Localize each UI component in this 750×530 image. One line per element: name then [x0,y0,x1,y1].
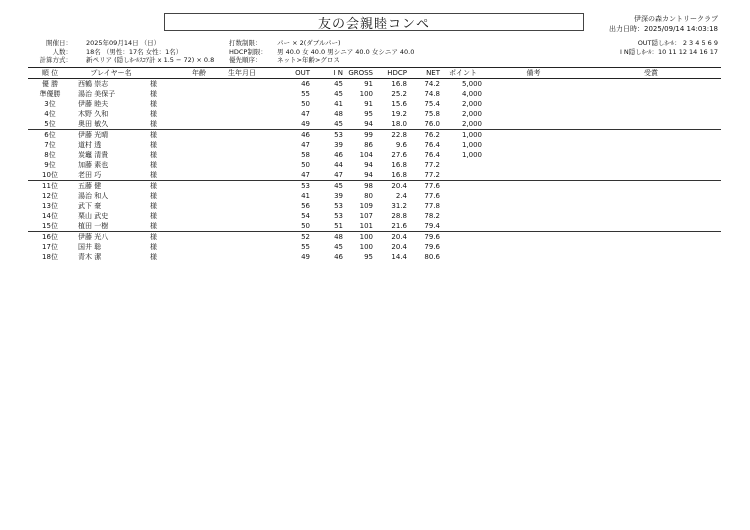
award-cell [581,221,721,232]
point-cell [440,232,486,243]
remarks-cell [486,109,581,119]
rank-cell: 9位 [44,161,56,169]
hdcp-cell: 20.4 [391,243,407,251]
player-name-cell: 伊藤 光八 [78,233,109,241]
info2-values [277,39,414,65]
point-cell [440,170,486,181]
report-title [164,13,584,31]
hdcp-cell: 20.4 [391,233,407,241]
remarks-cell [486,160,581,170]
point-cell: 2,000 [461,100,482,108]
point-cell: 4,000 [461,90,482,98]
rank-cell: 7位 [44,141,56,149]
age-cell [182,201,216,211]
report-title-text: 友の会親睦コンペ [317,16,430,32]
remarks-cell [486,232,581,243]
out-score-cell: 47 [301,110,310,118]
birthdate-cell [216,160,268,170]
remarks-cell [486,252,581,262]
player-name-cell: 植田 一樹 [72,221,150,232]
player-name-cell: 加藤 素也 [78,161,109,169]
gross-cell: 100 [359,233,373,241]
remarks-cell [486,191,581,201]
out-score-cell: 52 [301,233,310,241]
hdcp-cell: 16.8 [391,80,407,88]
age-cell [182,130,216,141]
birthdate-cell [216,119,268,130]
club-info [609,14,718,34]
out-score-cell: 55 [301,90,310,98]
in-score-cell: 53 [334,131,343,139]
table-row [28,242,721,252]
net-cell: 77.6 [424,182,440,190]
birthdate-cell [216,130,268,141]
player-name-cell: 武下 豪 [78,202,102,210]
point-cell: 5,000 [461,80,482,88]
age-cell [182,150,216,160]
table-row [28,89,721,99]
birthdate-cell [216,211,268,221]
in-score-cell: 53 [334,212,343,220]
net-cell: 76.0 [407,119,440,130]
remarks-cell [486,170,581,181]
rank-cell: 14位 [42,212,58,220]
gross-cell: 91 [364,80,373,88]
net-cell: 79.6 [424,233,440,241]
hdcp-cell: 2.4 [395,192,407,200]
gross-cell: 94 [343,119,373,130]
age-cell [182,242,216,252]
point-cell: 1,000 [461,151,482,159]
info2-label: HDCP制限： [229,47,267,56]
header-player: プレイヤー名 [72,68,150,79]
net-cell: 79.6 [424,243,440,251]
award-cell [581,211,721,221]
award-cell [581,160,721,170]
table-row [28,211,721,221]
gross-cell: 94 [343,170,373,181]
net-cell: 76.2 [424,131,440,139]
award-cell [581,99,721,109]
point-cell [440,160,486,170]
gross-cell: 107 [359,212,373,220]
hdcp-cell: 27.6 [391,151,407,159]
remarks-cell [486,79,581,90]
out-score-cell: 46 [301,80,310,88]
table-row [28,140,721,150]
gross-cell: 91 [364,100,373,108]
gross-cell: 109 [359,202,373,210]
net-cell: 74.8 [424,90,440,98]
remarks-cell [486,89,581,99]
hidden-holes [620,39,718,56]
net-cell: 77.6 [424,192,440,200]
table-row [28,79,721,90]
honorific-cell: 様 [150,233,157,241]
gross-cell: 101 [343,221,373,232]
birthdate-cell [216,191,268,201]
header-point: ポイント [440,68,486,79]
gross-cell: 94 [364,161,373,169]
net-cell: 79.4 [407,221,440,232]
age-cell [182,211,216,221]
out-score-cell: 46 [301,131,310,139]
player-name-cell: 湯治 美保子 [78,90,116,98]
priority-order: ネット>年齢>グロス [277,56,340,64]
player-name-cell: 湯治 和人 [78,192,109,200]
award-cell [581,109,721,119]
table-row [28,191,721,201]
out-score-cell: 50 [301,100,310,108]
remarks-cell [486,150,581,160]
award-cell [581,191,721,201]
in-hidden-holes: I N隠しﾎｰﾙ：10 11 12 14 16 17 [619,47,718,56]
gross-cell: 95 [364,253,373,261]
in-score-cell: 45 [334,243,343,251]
point-cell [440,242,486,252]
honorific-cell: 様 [150,100,157,108]
point-cell: 2,000 [461,110,482,118]
hdcp-cell: 25.2 [391,90,407,98]
net-cell: 74.2 [424,80,440,88]
birthdate-cell [216,242,268,252]
info-label: 人数： [52,47,72,56]
award-cell [581,252,721,262]
net-cell: 80.6 [424,253,440,261]
gross-cell: 100 [359,90,373,98]
rank-cell: 6位 [44,131,56,139]
award-cell [581,89,721,99]
table-row [28,99,721,109]
point-cell: 2,000 [440,119,486,130]
player-name-cell: 伊藤 睦夫 [78,100,109,108]
age-cell [182,99,216,109]
hdcp-cell: 16.8 [391,161,407,169]
out-score-cell: 50 [268,221,310,232]
in-score-cell: 48 [334,110,343,118]
info2-label: 打数制限： [229,39,262,47]
age-cell [182,170,216,181]
rank-cell: 11位 [42,182,58,190]
header-out: OUT [268,68,310,79]
info2-label: 優先順序： [229,56,262,64]
in-score-cell: 45 [334,80,343,88]
birthdate-cell [216,252,268,262]
calc-method: 新ペリア (隠しﾎｰﾙｽｺｱ計 x 1.5 − 72) × 0.8 [86,56,215,64]
net-cell: 76.4 [424,151,440,159]
award-cell [581,170,721,181]
award-cell [581,181,721,192]
table-row [28,109,721,119]
rank-cell: 17位 [42,243,58,251]
birthdate-cell [216,99,268,109]
honorific-cell: 様 [150,212,157,220]
birthdate-cell [216,221,268,232]
net-cell: 78.2 [424,212,440,220]
table-row [28,130,721,141]
gross-cell: 86 [364,141,373,149]
honorific-cell: 様 [150,161,157,169]
remarks-cell [486,221,581,232]
hdcp-cell: 18.0 [373,119,407,130]
in-score-cell: 39 [334,192,343,200]
net-cell: 75.8 [424,110,440,118]
hdcp-cell: 28.8 [391,212,407,220]
player-name-cell: 炭竈 清貴 [78,151,109,159]
header-net: NET [407,68,440,79]
player-name-cell: 西鶴 崇志 [78,80,109,88]
header-rank: 順 位 [28,68,72,79]
birthdate-cell [216,140,268,150]
remarks-cell [486,99,581,109]
out-score-cell: 49 [301,253,310,261]
table-row [28,119,721,130]
club-name: 伊深の森カントリークラブ [634,15,718,23]
remarks-cell [486,211,581,221]
event-date: 2025年09月14日 （日） [86,39,161,47]
award-cell [581,201,721,211]
table-row [28,252,721,262]
point-cell [440,252,486,262]
gross-cell: 80 [364,192,373,200]
honorific-cell: 様 [150,243,157,251]
honorific-cell: 様 [150,119,182,130]
player-name-cell: 伊藤 光晴 [78,131,109,139]
rank-cell: 18位 [42,253,58,261]
honorific-cell: 様 [150,182,157,190]
gross-cell: 100 [359,243,373,251]
in-score-cell: 53 [334,202,343,210]
rank-cell: 3位 [44,100,56,108]
gross-cell: 99 [364,131,373,139]
net-cell: 77.2 [407,170,440,181]
rank-cell: 12位 [42,192,58,200]
player-name-cell: 木野 久和 [78,110,109,118]
out-score-cell: 49 [268,119,310,130]
header-birthdate: 生年月日 [216,68,268,79]
out-score-cell: 50 [301,161,310,169]
gross-cell: 95 [364,110,373,118]
header-gross: GROSS [343,68,373,79]
honorific-cell: 様 [150,253,157,261]
in-score-cell: 46 [334,151,343,159]
in-score-cell: 45 [310,119,343,130]
birthdate-cell [216,170,268,181]
award-cell [581,150,721,160]
remarks-cell [486,201,581,211]
remarks-cell [486,119,581,130]
out-score-cell: 56 [301,202,310,210]
age-cell [182,181,216,192]
honorific-cell: 様 [150,221,182,232]
age-cell [182,89,216,99]
birthdate-cell [216,150,268,160]
output-datetime: 出力日時：2025/09/14 14:03:18 [608,25,718,33]
player-name-cell: 青木 潔 [78,253,102,261]
birthdate-cell [216,79,268,90]
out-score-cell: 55 [301,243,310,251]
point-cell [440,181,486,192]
gross-cell: 104 [359,151,373,159]
table-row [28,160,721,170]
rank-cell: 15位 [28,221,72,232]
remarks-cell [486,130,581,141]
player-count: 18名 （男性：17名 女性：1名） [86,47,183,56]
player-name-cell: 五藤 健 [78,182,102,190]
hdcp-cell: 31.2 [391,202,407,210]
hdcp-cell: 19.2 [391,110,407,118]
net-cell: 76.4 [424,141,440,149]
birthdate-cell [216,201,268,211]
in-score-cell: 48 [334,233,343,241]
in-score-cell: 39 [334,141,343,149]
hdcp-cell: 16.8 [373,170,407,181]
remarks-cell [486,181,581,192]
hdcp-cell: 20.4 [391,182,407,190]
rank-cell: 10位 [28,170,72,181]
player-name-cell: 老田 巧 [72,170,150,181]
in-score-cell: 44 [334,161,343,169]
table-row [28,201,721,211]
age-cell [182,160,216,170]
player-name-cell: 奥田 敏久 [72,119,150,130]
rank-cell: 優 勝 [41,80,59,88]
point-cell [440,191,486,201]
net-cell: 77.2 [424,161,440,169]
rank-cell: 5位 [28,119,72,130]
hdcp-cell: 15.6 [391,100,407,108]
award-cell [581,79,721,90]
in-score-cell: 47 [310,170,343,181]
info-labels [30,39,72,65]
info2-labels [229,39,267,65]
age-cell [182,109,216,119]
age-cell [182,232,216,243]
out-score-cell: 58 [301,151,310,159]
out-score-cell: 53 [301,182,310,190]
age-cell [182,221,216,232]
honorific-cell: 様 [150,141,157,149]
hdcp-cell: 21.6 [373,221,407,232]
hdcp-cell: 9.6 [395,141,407,149]
net-cell: 75.4 [424,100,440,108]
honorific-cell: 様 [150,202,157,210]
honorific-cell: 様 [150,110,157,118]
rank-cell: 準優勝 [39,90,61,98]
point-cell: 1,000 [461,131,482,139]
in-score-cell: 51 [310,221,343,232]
honorific-cell: 様 [150,131,157,139]
out-score-cell: 47 [301,141,310,149]
award-cell [581,119,721,130]
in-score-cell: 45 [334,182,343,190]
out-hidden-holes: OUT隠しﾎｰﾙ： 2 3 4 5 6 9 [637,39,718,47]
out-score-cell: 47 [268,170,310,181]
hdcp-cell: 14.4 [391,253,407,261]
header-award: 受賞 [581,68,721,79]
age-cell [182,119,216,130]
in-score-cell: 46 [334,253,343,261]
rank-cell: 4位 [44,110,56,118]
info-label: 計算方式： [39,56,72,64]
hdcp-limit: 男 40.0 女 40.0 男シニア 40.0 女シニア 40.0 [277,47,415,56]
table-row [28,170,721,181]
honorific-cell: 様 [150,151,157,159]
age-cell [182,79,216,90]
player-name-cell: 国井 聡 [78,243,102,251]
honorific-cell: 様 [150,80,157,88]
remarks-cell [486,242,581,252]
honorific-cell: 様 [150,170,182,181]
header-hdcp: HDCP [373,68,407,79]
award-cell [581,232,721,243]
honorific-cell: 様 [150,192,157,200]
point-cell: 1,000 [461,141,482,149]
results-table [28,67,721,262]
info-label: 開催日： [46,39,72,47]
award-cell [581,130,721,141]
age-cell [182,140,216,150]
birthdate-cell [216,232,268,243]
award-cell [581,242,721,252]
age-cell [182,191,216,201]
point-cell [440,221,486,232]
in-score-cell: 45 [334,90,343,98]
net-cell: 77.8 [424,202,440,210]
stroke-limit: パー × 2(ダブルパー) [277,39,341,47]
header-age: 年齢 [182,68,216,79]
table-row [28,150,721,160]
header-remarks: 備考 [486,68,581,79]
point-cell [440,201,486,211]
player-name-cell: 栗山 武史 [78,212,109,220]
table-body [28,79,721,263]
out-score-cell: 41 [301,192,310,200]
out-score-cell: 54 [301,212,310,220]
award-cell [581,140,721,150]
birthdate-cell [216,181,268,192]
rank-cell: 8位 [44,151,56,159]
birthdate-cell [216,109,268,119]
table-header-row [28,68,721,79]
age-cell [182,252,216,262]
table-row [28,181,721,192]
player-name-cell: 道村 透 [78,141,102,149]
rank-cell: 13位 [42,202,58,210]
birthdate-cell [216,89,268,99]
gross-cell: 98 [364,182,373,190]
table-row [28,221,721,232]
info-values [86,39,214,65]
hdcp-cell: 22.8 [391,131,407,139]
header-in: I N [310,68,343,79]
remarks-cell [486,140,581,150]
table-row [28,232,721,243]
in-score-cell: 41 [334,100,343,108]
point-cell [440,211,486,221]
rank-cell: 16位 [42,233,58,241]
honorific-cell: 様 [150,90,157,98]
